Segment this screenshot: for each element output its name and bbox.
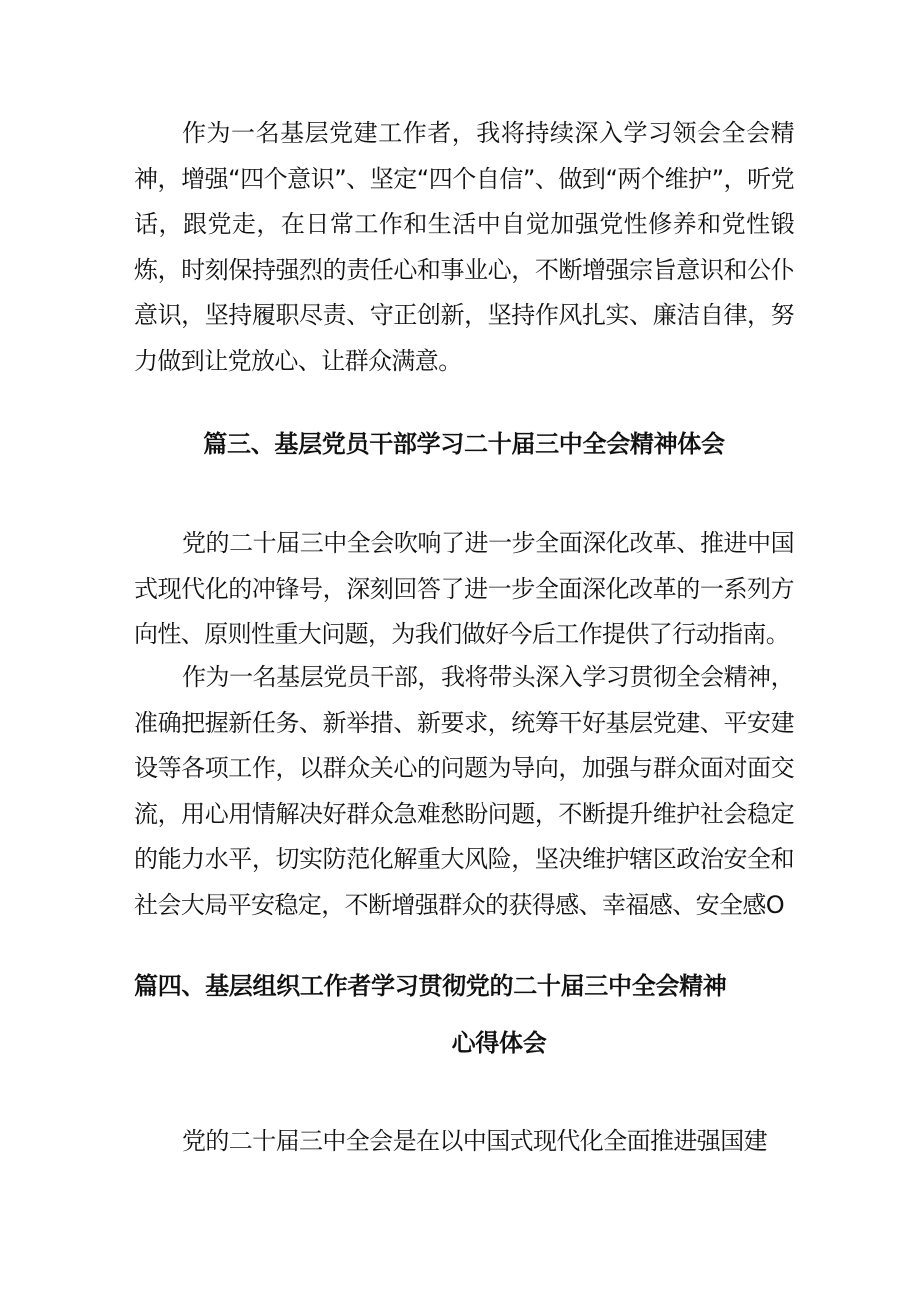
body-paragraph: 作为一名基层党建工作者，我将持续深入学习领会全会精神，增强“四个意识”、坚定“四个自信”、做到“两个维护”，听党话，跟党走，在日常工作和生活中自觉加强党性修养和党性锻炼，时刻保持强烈的责任心和事业心，不断增强宗旨意识和公仆意识，坚持履职尽责、守正创新，坚持作风扎实、廉洁自律，努力做到让党放心、让群众满意。 — [134, 119, 794, 375]
body-paragraph: 党的二十届三中全会是在以中国式现代化全面推进强国建 — [182, 1127, 767, 1155]
body-paragraph: 作为一名基层党员干部，我将带头深入学习贯彻全会精神，准确把握新任务、新举措、新要求，统筹干好基层党建、平安建设等各项工作，以群众关心的问题为导向，加强与群众面对面交流，用心用情解决好群众急难愁盼问题，不断提升维护社会稳定的能力水平，切实防范化解重大风险，坚决维护辖区政治安全和社会大局平安稳定，不断增强群众的获得感、幸福感、安全感O — [134, 663, 794, 919]
section-heading-4: 篇四、基层组织工作者学习贯彻党的二十届三中全会精神 — [134, 972, 727, 1000]
body-paragraph: 党的二十届三中全会吹响了进一步全面深化改革、推进中国式现代化的冲锋号，深刻回答了进一步全面深化改革的一系列方向性、原则性重大问题，为我们做好今后工作提供了行动指南。 — [134, 529, 794, 648]
section-heading-3: 篇三、基层党员干部学习二十届三中全会精神体会 — [203, 430, 725, 458]
section-heading-4-continued: 心得体会 — [451, 1029, 547, 1057]
